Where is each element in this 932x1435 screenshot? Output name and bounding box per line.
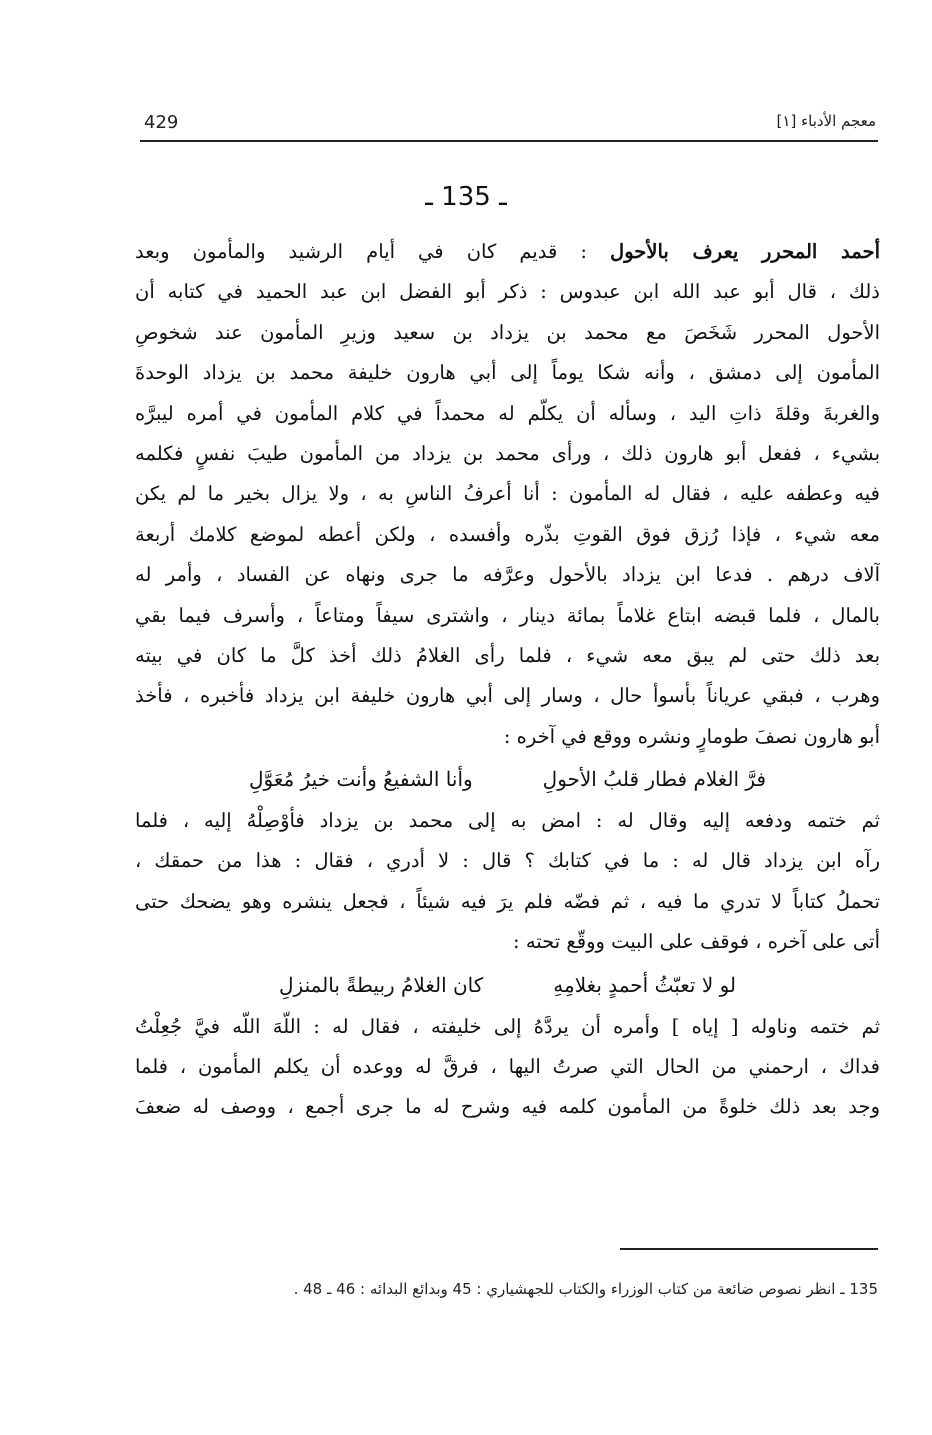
page-number: 429 — [144, 112, 179, 133]
verse-hemistich: فرَّ الغلام فطار قلبُ الأحولِ — [542, 767, 767, 792]
footnote: 135 ـ انظر نصوص ضائعة من كتاب الوزراء والكتاب للجهشياري : 45 وبدائع البدائه : 46 ـ 48 . — [293, 1280, 878, 1298]
body-text — [135, 232, 880, 1128]
running-title: معجم الأدباء [١] — [776, 112, 876, 130]
text-line: ثم ختمه وناوله [ إياه ] وأمره أن يردَّهُ إلى خليفته ، فقال له : اللّهَ اللّه فيَّ جُعِلْتُ — [135, 1014, 880, 1038]
text-line: معه شيء ، فإذا رُزق فوق القوتِ بذّره وأفسده ، ولكن أعطه لموضع كلامك أربعة — [135, 522, 880, 546]
text-span: : قديم كان في أيام الرشيد والمأمون وبعد — [135, 240, 611, 263]
verse-hemistich: كان الغلامُ ربيطةً بالمنزلِ — [279, 972, 484, 997]
text-line: أتى على آخره ، فوقف على البيت ووقّع تحته : — [513, 930, 880, 954]
text-line: ذلك ، قال أبو عبد الله ابن عبدوس : ذكر أبو الفضل ابن عبد الحميد في كتابه أن — [135, 280, 880, 304]
header-rule — [140, 140, 878, 142]
text-line: أبو هارون نصفَ طومارٍ ونشره ووقع في آخره : — [503, 724, 880, 748]
text-line: وهرب ، فبقي عرياناً بأسوأ حال ، وسار إلى أبي هارون خليفة ابن يزداد فأخبره ، فأخذ — [135, 684, 880, 708]
text-line: آلاف درهم . فدعا ابن يزداد بالأحول وعرَّفه ما جرى ونهاه عن الفساد ، وأمر له — [135, 563, 880, 587]
verse-line — [135, 963, 880, 1007]
verse-hemistich: وأنا الشفيعُ وأنت خيرُ مُعَوَّلِ — [248, 767, 473, 792]
text-line: فيه وعطفه عليه ، فقال له المأمون : أنا أعرفُ الناسِ به ، ولا يزال بخير ما لم يكن — [135, 482, 880, 506]
text-line: رآه ابن يزداد قال له : ما في كتابك ؟ قال : لا أدري ، فقال : هذا من حمقك ، — [135, 849, 880, 873]
verse-hemistich: لو لا تعبّثُ أحمدٍ بغلامِهِ — [553, 972, 737, 997]
text-line: ثم ختمه ودفعه إليه وقال له : امض به إلى محمد بن يزداد فأوْصِلْهُ إليه ، فلما — [135, 809, 880, 833]
verse-line — [135, 757, 880, 801]
text-line: بعد ذلك حتى لم يبق معه شيء ، فلما رأى الغلامُ ذلك أخذ كلَّ ما كان في بيته — [135, 643, 880, 667]
text-line: تحملُ كتاباً لا تدري ما فيه ، ثم فضّه فلم يرَ فيه شيئاً ، فجعل ينشره وهو يضحك حتى — [135, 889, 880, 913]
text-line: والغربةَ وقلةَ ذاتِ اليد ، وسأله أن يكلّم له محمداً في كلام المأمون في أمره ليبرَّه — [135, 401, 880, 425]
page-header — [140, 112, 878, 138]
text-line — [135, 232, 880, 272]
text-line: الأحول المحرر شَخَصَ مع محمد بن يزداد بن سعيد وزيرِ المأمون عند شخوصِ — [135, 320, 880, 344]
entry-heading: أحمد المحرر يعرف بالأحول — [610, 240, 880, 263]
text-line: بالمال ، فلما قبضه ابتاع غلاماً بمائة دينار ، واشترى سيفاً ومتاعاً ، وأسرف فيما بقي — [135, 603, 880, 627]
text-line: وجد بعد ذلك خلوةً من المأمون كلمه فيه وشرح له ما جرى أجمع ، ووصف له ضعفَ — [135, 1095, 880, 1119]
footnote-rule — [620, 1248, 878, 1250]
text-line: بشيء ، ففعل أبو هارون ذلك ، ورأى محمد بن يزداد من المأمون طيبَ نفسٍ فكلمه — [135, 441, 880, 465]
text-line: فداك ، ارحمني من الحال التي صرتُ اليها ، فرقَّ له ووعده أن يكلم المأمون ، فلما — [135, 1055, 880, 1079]
text-line: المأمون إلى دمشق ، وأنه شكا يوماً إلى أبي هارون خليفة محمد بن يزداد الوحدةَ — [135, 361, 880, 385]
entry-number: ـ 135 ـ — [425, 182, 507, 212]
